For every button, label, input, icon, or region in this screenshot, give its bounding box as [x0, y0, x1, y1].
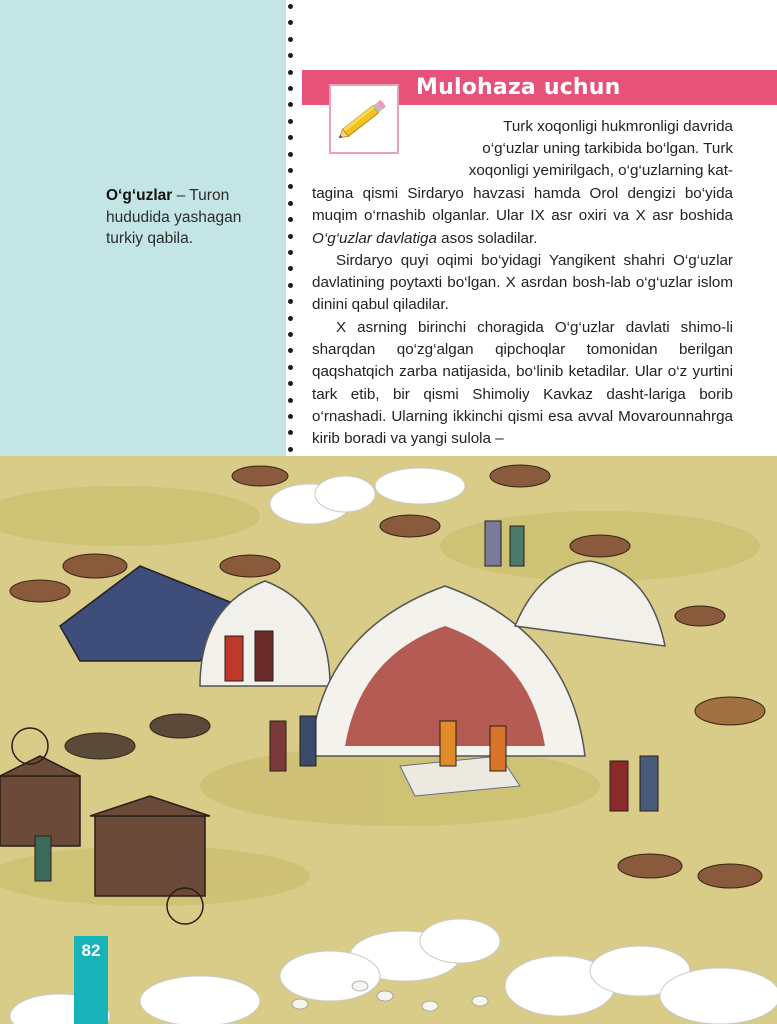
nomad-camp-illustration: [0, 456, 777, 1024]
divider-dot: [288, 102, 293, 107]
divider-dot: [288, 4, 293, 9]
divider-dot: [288, 20, 293, 25]
divider-dot: [288, 332, 293, 337]
glossary-definition: – Turon hududida yashagan turkiy qabila.: [106, 187, 242, 247]
divider-dot: [288, 86, 293, 91]
divider-dot: [288, 201, 293, 206]
paragraph-1-line-1: Turk xoqonligi hukmronligi davrida: [503, 118, 733, 135]
divider-dot: [288, 250, 293, 255]
divider-dot: [288, 234, 293, 239]
paragraph-1-text-end: asos soladilar.: [436, 229, 538, 247]
paragraph-3: X asrning birinchi choragida O‘g‘uzlar davlati shimo-li sharqdan qo‘zg‘algan qipchoqlar tomonidan berilgan qaqshatqich zarba natijasida, bo‘linib ketadilar. Ular o‘z yurtini tark etib, bir qismi Shimoliy Kavkaz dasht-lariga borib o‘rnashadi. Ularning ikkinchi qismi esa avval Movarounnahrga kirib boradi va yangi sulola –: [312, 318, 733, 448]
divider-dot: [288, 398, 293, 403]
divider-dot: [288, 430, 293, 435]
divider-dot: [288, 184, 293, 189]
divider-dot: [288, 381, 293, 386]
paragraph-1-rest: [312, 183, 733, 250]
divider-dot: [288, 316, 293, 321]
divider-dot: [288, 348, 293, 353]
divider-dot: [288, 414, 293, 419]
divider-dot: [288, 365, 293, 370]
glossary-note: [106, 185, 276, 250]
divider-dot: [288, 135, 293, 140]
divider-dot: [288, 266, 293, 271]
paragraph-1-line-2: o‘g‘uzlar uning tarkibida bo‘lgan. Turk: [482, 140, 733, 157]
divider-dot: [288, 119, 293, 124]
divider-dot: [288, 283, 293, 288]
divider-dot: [288, 168, 293, 173]
paragraph-1-line-3: xoqonligi yemirilgach, o‘g‘uzlarning kat-: [468, 162, 733, 179]
divider-dot: [288, 447, 293, 452]
dotted-divider: [286, 0, 296, 456]
body-text: [312, 183, 733, 451]
divider-dot: [288, 299, 293, 304]
divider-dot: [288, 70, 293, 75]
glossary-term: O‘g‘uzlar: [106, 187, 173, 204]
page-number: 82: [81, 941, 101, 960]
divider-dot: [288, 152, 293, 157]
paragraph-1-italic-term: O‘g‘uzlar davlatiga: [312, 229, 437, 247]
paragraph-1-text: tagina qismi Sirdaryo havzasi hamda Orol dengizi bo‘yida muqim o‘rnashib olganlar. Ular IX asr oxiri va X asr boshida: [312, 185, 733, 225]
pencil-icon: [329, 84, 399, 154]
section-title: Mulohaza uchun: [416, 75, 621, 100]
paragraph-2: Sirdaryo quyi oqimi bo‘yidagi Yangikent shahri O‘g‘uzlar davlatining poytaxti bo‘lgan. X asrdan bosh-lab o‘g‘uzlar islom dinini qabul qiladilar.: [312, 251, 733, 314]
divider-dot: [288, 217, 293, 222]
divider-dot: [288, 37, 293, 42]
divider-dot: [288, 53, 293, 58]
